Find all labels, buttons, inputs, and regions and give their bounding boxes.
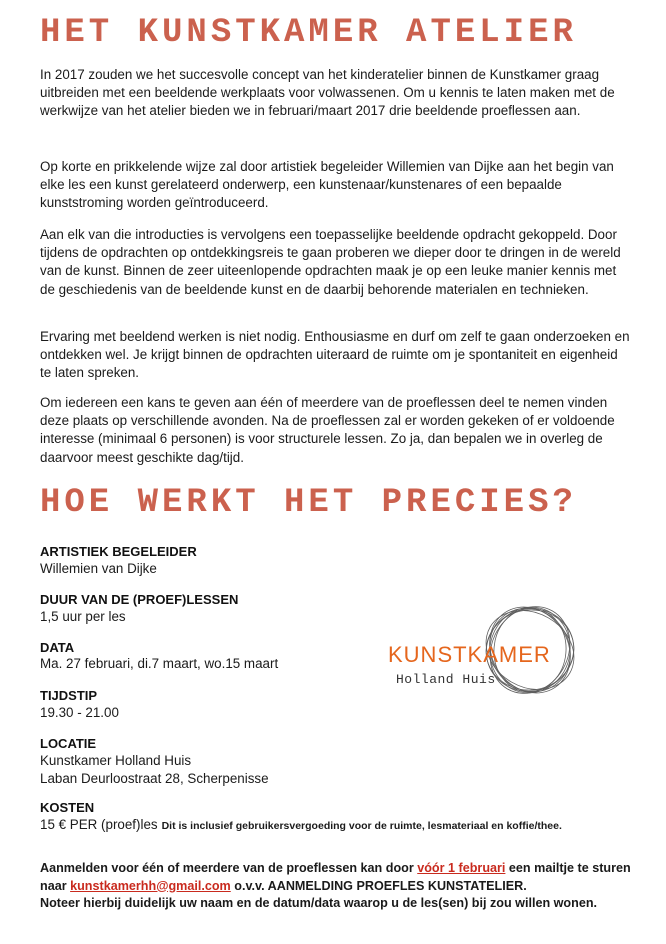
kosten-label: KOSTEN xyxy=(40,800,95,815)
kosten-note: Dit is inclusief gebruikersvergoeding voor de ruimte, lesmateriaal en koffie/thee. xyxy=(161,820,562,832)
data-label: DATA xyxy=(40,640,75,655)
schedule-paragraph: Om iedereen een kans te geven aan één of meerdere van de proeflessen deel te nemen vinden deze plaats op verschillende avonden. Na de proeflessen zal er worden gekeken of er voldoende interesse (minimaal 6 personen) is voor structurele lessen. Zo ja, dan bepalen we in overleg de daarvoor meest geschikte dag/tijd. xyxy=(40,395,615,465)
duur-label: DUUR VAN DE (PROEF)LESSEN xyxy=(40,592,239,607)
duur-value: 1,5 uur per les xyxy=(40,609,126,624)
deadline-text: vóór 1 februari xyxy=(417,861,506,875)
tijdstip-label: TIJDSTIP xyxy=(40,688,98,703)
kosten-value: 15 € PER (proef)les xyxy=(40,817,158,832)
locatie-line1: Kunstkamer Holland Huis xyxy=(40,753,192,768)
data-value: Ma. 27 februari, di.7 maart, wo.15 maart xyxy=(40,656,279,671)
intro-paragraph: In 2017 zouden we het succesvolle concept van het kinderatelier binnen de Kunstkamer graag uitbreiden met een beeldende werkplaats voor volwassenen. Om u kennis te laten maken met de werkwijze van het atelier bieden we in februari/maart 2017 drie beeldende proeflessen aan. xyxy=(40,67,615,119)
main-heading: HET KUNSTKAMER ATELIER xyxy=(40,14,577,52)
email-link[interactable]: kunstkamerhh@gmail.com xyxy=(70,878,231,893)
assignment-paragraph: Aan elk van die introducties is vervolgens een toepasselijke beeldende opdracht gekoppeld. Door tijdens de opdrachten op ontdekkingsreis te gaan proberen we dieper door te dringen in de wereld van de kunst. Binnen de zeer uiteenlopende opdrachten maak je op een leuke manier kennis met de geschiedenis van de beeldende kunst en de daarbij behorende materialen en technieken. xyxy=(40,227,621,297)
tijdstip-value: 19.30 - 21.00 xyxy=(40,705,119,720)
begeleider-label: ARTISTIEK BEGELEIDER xyxy=(40,544,197,559)
kunstkamer-logo xyxy=(388,600,578,700)
introduction-paragraph: Op korte en prikkelende wijze zal door artistiek begeleider Willemien van Dijke aan het begin van elke les een kunst gerelateerd onderwerp, een kunstenaar/kunstenares of een bepaalde kunststroming worden geïntroduceerd. xyxy=(40,159,614,211)
begeleider-value: Willemien van Dijke xyxy=(40,561,157,576)
kosten-line xyxy=(40,816,562,835)
logo-wordmark: KUNSTKAMER xyxy=(388,642,551,667)
footer-part1: Aanmelden voor één of meerdere van de proeflessen kan door xyxy=(40,861,418,875)
locatie-label: LOCATIE xyxy=(40,736,97,751)
section-heading: HOE WERKT HET PRECIES? xyxy=(40,484,577,522)
logo-subtitle: Holland Huis xyxy=(396,672,496,687)
footer-part3: o.v.v. AANMELDING PROEFLES KUNSTATELIER. xyxy=(230,878,527,893)
registration-text xyxy=(40,860,640,913)
locatie-line2: Laban Deurloostraat 28, Scherpenisse xyxy=(40,771,269,786)
footer-line3: Noteer hierbij duidelijk uw naam en de datum/data waarop u de les(sen) bij zou willen wonen. xyxy=(40,896,598,910)
footer-part2: een mailtje te sturen naar xyxy=(40,861,631,893)
experience-paragraph: Ervaring met beeldend werken is niet nodig. Enthousiasme en durf om zelf te gaan onderzoeken en ontdekken wel. Je krijgt binnen de opdrachten uiteraard de ruimte om je spontaniteit en eigenheid te laten spreken. xyxy=(40,329,630,381)
